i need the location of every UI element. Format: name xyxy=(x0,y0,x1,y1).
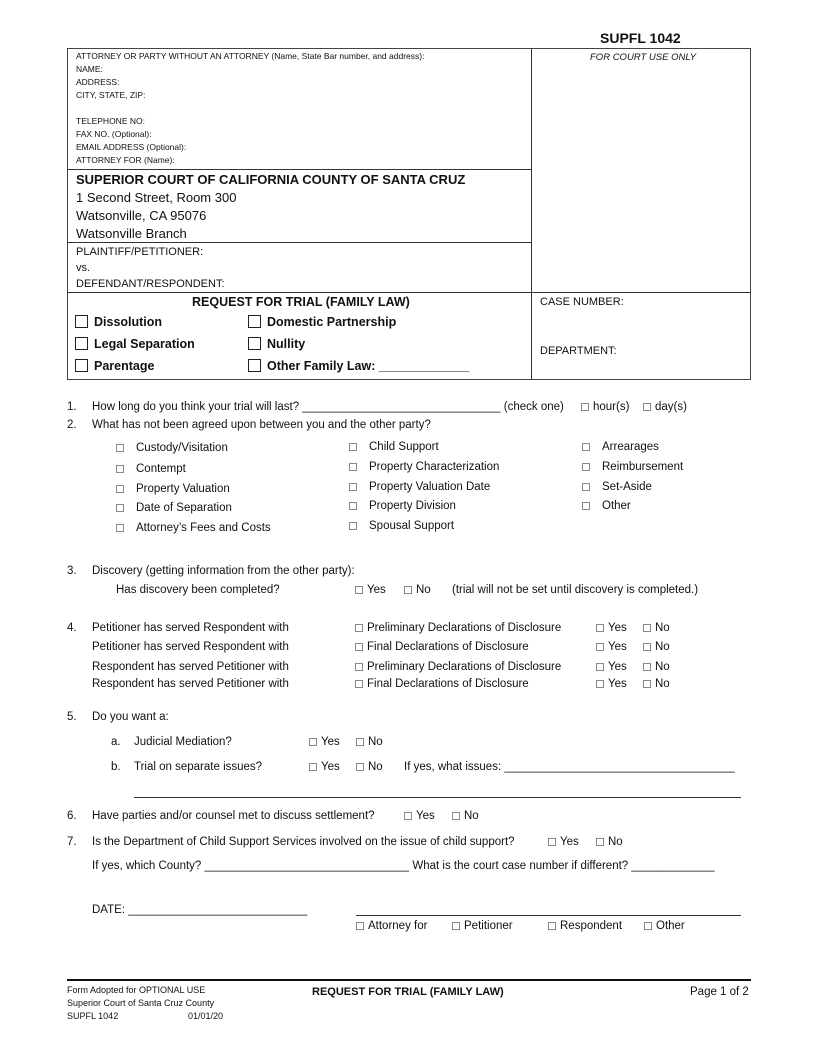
checkbox-icon[interactable] xyxy=(582,463,590,471)
checkbox-icon[interactable] xyxy=(355,586,363,594)
q4-what[interactable]: Preliminary Declarations of Disclosure xyxy=(355,661,561,673)
checkbox-icon[interactable] xyxy=(452,922,460,930)
case-number-label: CASE NUMBER: xyxy=(540,296,624,308)
q4-yes[interactable]: Yes xyxy=(596,661,627,673)
q4-what[interactable]: Final Declarations of Disclosure xyxy=(355,641,529,653)
q2-num: 2. xyxy=(67,419,77,431)
q3-num: 3. xyxy=(67,565,77,577)
q3-sub: Has discovery been completed? xyxy=(116,584,280,596)
q2-option[interactable]: Custody/Visitation xyxy=(116,442,228,454)
q7-no[interactable]: No xyxy=(596,836,623,848)
q2-option[interactable]: Attorney’s Fees and Costs xyxy=(116,522,271,534)
case-type-dissolution[interactable]: Dissolution xyxy=(75,315,162,329)
attorney-fax-label: FAX NO. (Optional): xyxy=(76,129,152,139)
attorney-city-label: CITY, STATE, ZIP: xyxy=(76,90,146,100)
court-street: 1 Second Street, Room 300 xyxy=(76,190,237,205)
q1-hours[interactable]: hour(s) xyxy=(581,401,629,413)
q2-option[interactable]: Child Support xyxy=(349,441,439,453)
q3-no[interactable]: No xyxy=(404,584,431,596)
checkbox-icon[interactable] xyxy=(643,680,651,688)
checkbox-icon[interactable] xyxy=(309,738,317,746)
attorney-email-label: EMAIL ADDRESS (Optional): xyxy=(76,142,187,152)
q4-no[interactable]: No xyxy=(643,641,670,653)
q2-option[interactable]: Property Division xyxy=(349,500,456,512)
checkbox-icon[interactable] xyxy=(75,315,88,328)
checkbox-icon[interactable] xyxy=(116,485,124,493)
defendant-label: DEFENDANT/RESPONDENT: xyxy=(76,278,225,290)
checkbox-icon[interactable] xyxy=(309,763,317,771)
checkbox-icon[interactable] xyxy=(349,483,357,491)
checkbox-icon[interactable] xyxy=(404,586,412,594)
checkbox-icon[interactable] xyxy=(581,403,589,411)
q4-yes[interactable]: Yes xyxy=(596,641,627,653)
checkbox-icon[interactable] xyxy=(643,643,651,651)
attorney-name-label: NAME: xyxy=(76,64,103,74)
q4-who: Respondent has served Petitioner with xyxy=(92,678,289,690)
q4-no[interactable]: No xyxy=(643,661,670,673)
q6-no[interactable]: No xyxy=(452,810,479,822)
checkbox-icon[interactable] xyxy=(356,738,364,746)
attorney-for-label: ATTORNEY FOR (Name): xyxy=(76,155,175,165)
checkbox-icon[interactable] xyxy=(355,680,363,688)
form-title: REQUEST FOR TRIAL (FAMILY LAW) xyxy=(192,295,410,309)
q2-option[interactable]: Arrearages xyxy=(582,441,659,453)
department-label: DEPARTMENT: xyxy=(540,345,617,357)
page-number: Page 1 of 2 xyxy=(690,986,749,998)
checkbox-icon[interactable] xyxy=(596,624,604,632)
q3-text: Discovery (getting information from the other party): xyxy=(92,565,355,577)
q4-num: 4. xyxy=(67,622,77,634)
checkbox-icon[interactable] xyxy=(75,337,88,350)
q5b-issues-line[interactable] xyxy=(134,797,741,798)
q5-num: 5. xyxy=(67,711,77,723)
signature-line[interactable] xyxy=(356,915,741,916)
checkbox-icon[interactable] xyxy=(596,643,604,651)
checkbox-icon[interactable] xyxy=(349,502,357,510)
q3-note: (trial will not be set until discovery is completed.) xyxy=(452,584,699,596)
q4-yes[interactable]: Yes xyxy=(596,678,627,690)
q5a-no[interactable]: No xyxy=(356,736,383,748)
checkbox-icon[interactable] xyxy=(248,337,261,350)
footer-title: REQUEST FOR TRIAL (FAMILY LAW) xyxy=(312,986,504,998)
q4-what[interactable]: Preliminary Declarations of Disclosure xyxy=(355,622,561,634)
checkbox-icon[interactable] xyxy=(355,624,363,632)
checkbox-icon[interactable] xyxy=(248,315,261,328)
checkbox-icon[interactable] xyxy=(596,663,604,671)
case-type-nullity[interactable]: Nullity xyxy=(248,337,305,351)
q6-num: 6. xyxy=(67,810,77,822)
date-field[interactable]: DATE: ____________________________ xyxy=(92,904,308,916)
court-use-label: FOR COURT USE ONLY xyxy=(590,52,697,63)
case-type-other[interactable]: Other Family Law: _____________ xyxy=(248,359,469,373)
q5b-yes[interactable]: Yes xyxy=(309,761,340,773)
q4-what[interactable]: Final Declarations of Disclosure xyxy=(355,678,529,690)
q2-option[interactable]: Spousal Support xyxy=(349,520,454,532)
q7-num: 7. xyxy=(67,836,77,848)
q5-text: Do you want a: xyxy=(92,711,169,723)
q2-option[interactable]: Property Valuation xyxy=(116,483,230,495)
q4-no[interactable]: No xyxy=(643,622,670,634)
q4-who: Respondent has served Petitioner with xyxy=(92,661,289,673)
q5a-yes[interactable]: Yes xyxy=(309,736,340,748)
checkbox-icon[interactable] xyxy=(349,463,357,471)
case-type-domestic-partnership[interactable]: Domestic Partnership xyxy=(248,315,396,329)
attorney-telephone-label: TELEPHONE NO: xyxy=(76,116,145,126)
q2-option[interactable]: Property Valuation Date xyxy=(349,481,490,493)
q3-yes[interactable]: Yes xyxy=(355,584,386,596)
q1-days[interactable]: day(s) xyxy=(643,401,687,413)
checkbox-icon[interactable] xyxy=(582,443,590,451)
checkbox-icon[interactable] xyxy=(582,502,590,510)
q2-option[interactable]: Contempt xyxy=(116,463,186,475)
attorney-address-label: ADDRESS: xyxy=(76,77,120,87)
plaintiff-label: PLAINTIFF/PETITIONER: xyxy=(76,246,204,258)
sig-other[interactable]: Other xyxy=(644,920,685,932)
court-name: SUPERIOR COURT OF CALIFORNIA COUNTY OF SANTA CRUZ xyxy=(76,172,466,187)
court-branch: Watsonville Branch xyxy=(76,226,187,241)
checkbox-icon[interactable] xyxy=(116,465,124,473)
q2-option[interactable]: Set-Aside xyxy=(582,481,652,493)
checkbox-icon[interactable] xyxy=(349,522,357,530)
checkbox-icon[interactable] xyxy=(644,922,652,930)
q2-text: What has not been agreed upon between you and the other party? xyxy=(92,419,431,431)
checkbox-icon[interactable] xyxy=(404,812,412,820)
q2-option[interactable]: Reimbursement xyxy=(582,461,683,473)
checkbox-icon[interactable] xyxy=(643,663,651,671)
q6-yes[interactable]: Yes xyxy=(404,810,435,822)
sig-petitioner[interactable]: Petitioner xyxy=(452,920,513,932)
checkbox-icon[interactable] xyxy=(355,643,363,651)
case-type-parentage[interactable]: Parentage xyxy=(75,359,154,373)
vs-label: vs. xyxy=(76,262,91,274)
checkbox-icon[interactable] xyxy=(75,359,88,372)
attorney-heading: ATTORNEY OR PARTY WITHOUT AN ATTORNEY (Name, State Bar number, and address): xyxy=(76,51,425,61)
checkbox-icon[interactable] xyxy=(116,504,124,512)
q4-no[interactable]: No xyxy=(643,678,670,690)
checkbox-icon[interactable] xyxy=(643,624,651,632)
checkbox-icon[interactable] xyxy=(548,922,556,930)
q2-option[interactable]: Property Characterization xyxy=(349,461,499,473)
sig-attorney-for[interactable]: Attorney for xyxy=(356,920,427,932)
footer-court: Superior Court of Santa Cruz County xyxy=(67,998,215,1008)
checkbox-icon[interactable] xyxy=(116,444,124,452)
footer-rule xyxy=(67,979,751,981)
checkbox-icon[interactable] xyxy=(116,524,124,532)
q5a-label: a. xyxy=(111,736,121,748)
checkbox-icon[interactable] xyxy=(349,443,357,451)
checkbox-icon[interactable] xyxy=(452,812,460,820)
q7-text: Is the Department of Child Support Services involved on the issue of child support? xyxy=(92,836,515,848)
sig-respondent[interactable]: Respondent xyxy=(548,920,622,932)
checkbox-icon[interactable] xyxy=(596,680,604,688)
checkbox-icon[interactable] xyxy=(356,763,364,771)
footer-date: 01/01/20 xyxy=(188,1011,224,1021)
checkbox-icon[interactable] xyxy=(356,922,364,930)
q7-yes[interactable]: Yes xyxy=(548,836,579,848)
q2-option[interactable]: Date of Separation xyxy=(116,502,232,514)
q5b-no[interactable]: No xyxy=(356,761,383,773)
q5b-issues[interactable]: If yes, what issues: ____________________________________ xyxy=(404,761,735,773)
footer-adopted: Form Adopted for OPTIONAL USE xyxy=(67,985,206,995)
q4-who: Petitioner has served Respondent with xyxy=(92,622,289,634)
court-city: Watsonville, CA 95076 xyxy=(76,208,207,223)
checkbox-icon[interactable] xyxy=(355,663,363,671)
q2-option[interactable]: Other xyxy=(582,500,631,512)
q5b-label: b. xyxy=(111,761,121,773)
q5a-text: Judicial Mediation? xyxy=(134,736,232,748)
footer-code: SUPFL 1042 xyxy=(67,1011,119,1021)
form-code: SUPFL 1042 xyxy=(600,30,681,46)
q7-county[interactable]: If yes, which County? ________________________________ What is the court case number if different? _____________ xyxy=(92,860,715,872)
checkbox-icon[interactable] xyxy=(248,359,261,372)
checkbox-icon[interactable] xyxy=(548,838,556,846)
checkbox-icon[interactable] xyxy=(582,483,590,491)
q1-num: 1. xyxy=(67,401,77,413)
q6-text: Have parties and/or counsel met to discuss settlement? xyxy=(92,810,375,822)
checkbox-icon[interactable] xyxy=(643,403,651,411)
checkbox-icon[interactable] xyxy=(596,838,604,846)
case-type-legal-separation[interactable]: Legal Separation xyxy=(75,337,195,351)
q4-who: Petitioner has served Respondent with xyxy=(92,641,289,653)
q1-text: How long do you think your trial will last? _______________________________ (check one) xyxy=(92,401,564,413)
q5b-text: Trial on separate issues? xyxy=(134,761,263,773)
q4-yes[interactable]: Yes xyxy=(596,622,627,634)
